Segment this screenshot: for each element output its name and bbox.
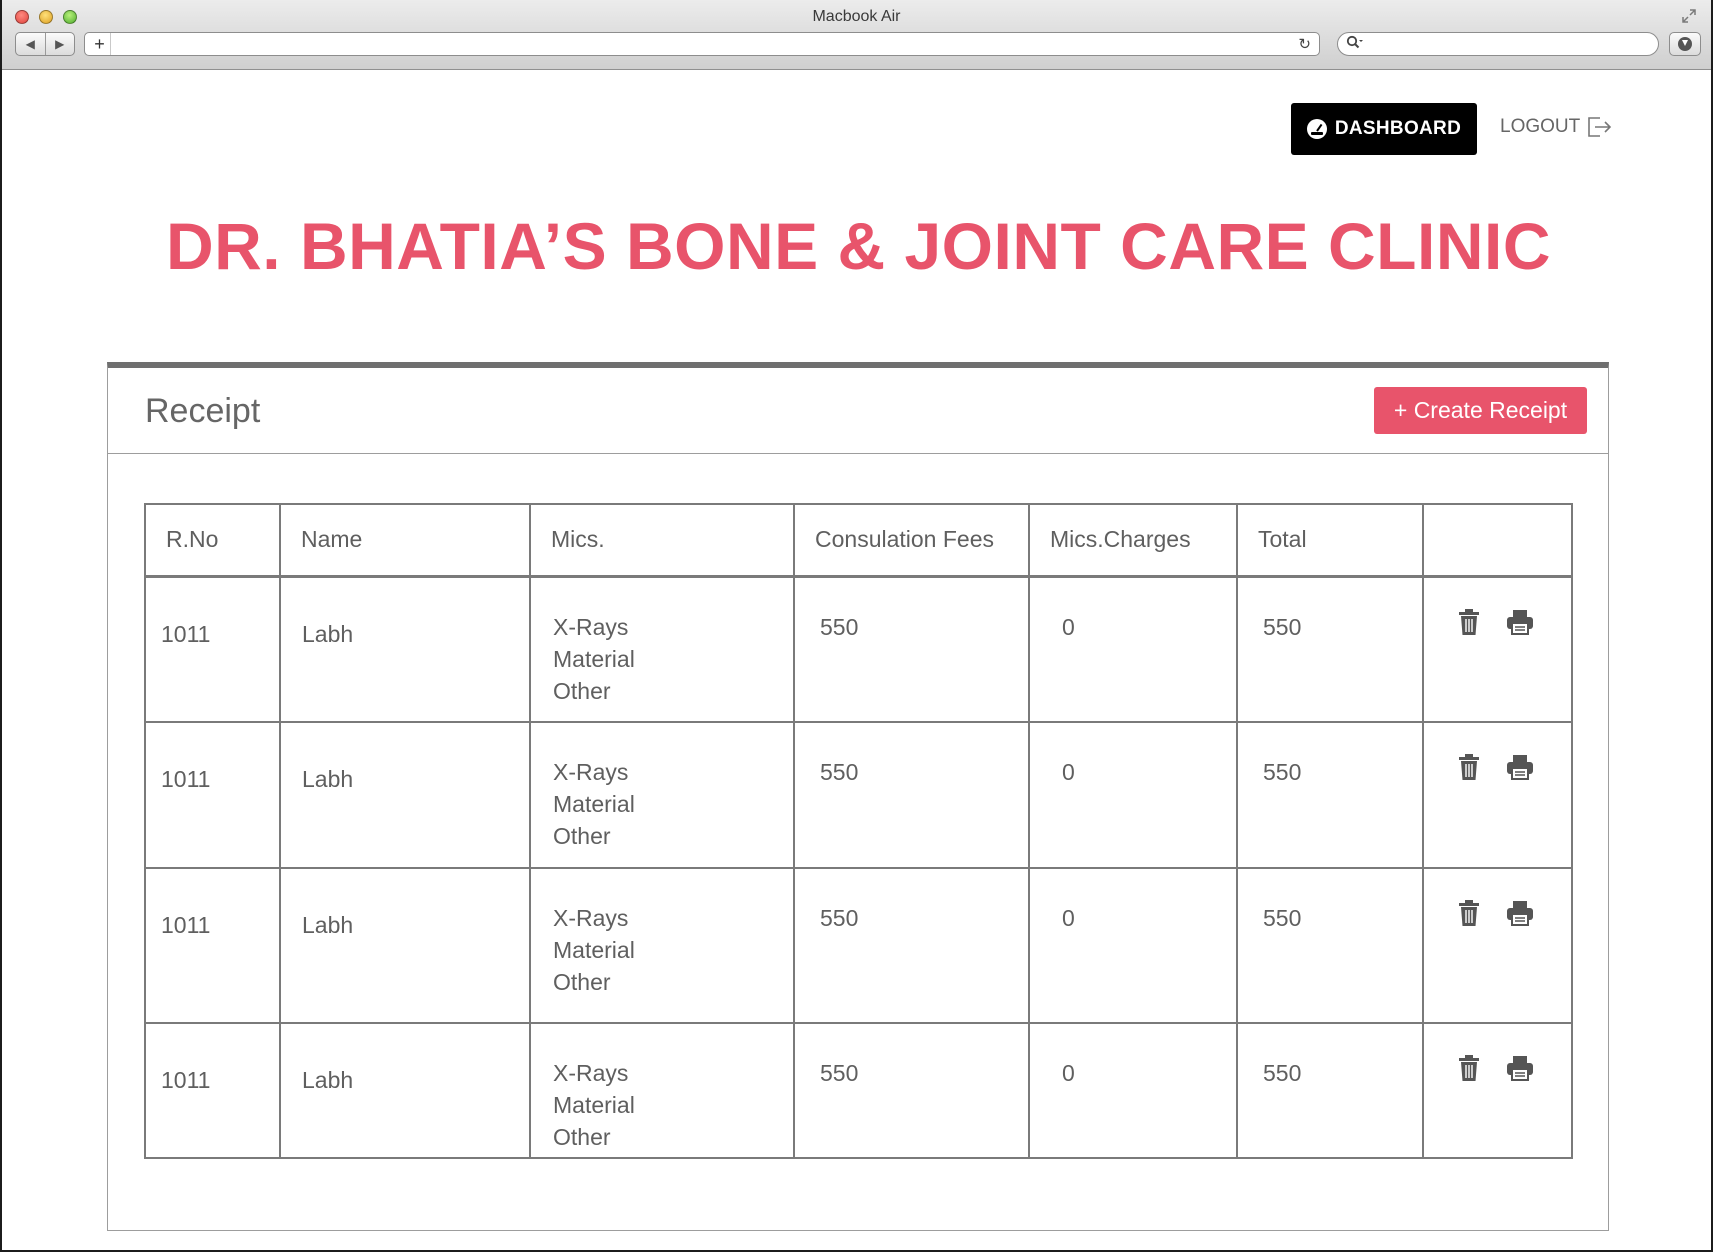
table-row: [145, 576, 1572, 722]
printer-icon[interactable]: [1506, 753, 1532, 781]
printer-icon[interactable]: [1506, 899, 1532, 927]
cell-actions: [1423, 1023, 1572, 1158]
column-header-total: Total: [1237, 504, 1423, 576]
cell-mics: [530, 722, 794, 868]
fullscreen-icon[interactable]: [1681, 8, 1697, 24]
printer-icon[interactable]: [1506, 608, 1532, 636]
mics-item: X-Rays: [553, 905, 629, 931]
cell-name: Labh: [280, 576, 530, 722]
printer-icon[interactable]: [1506, 1054, 1532, 1082]
mics-item: Material: [553, 1092, 635, 1118]
new-tab-plus-icon[interactable]: +: [89, 33, 111, 55]
logout-icon: [1586, 116, 1612, 138]
browser-toolbar: [2, 0, 1711, 70]
cell-mics-charges: 0: [1029, 1023, 1237, 1158]
receipt-panel-header: [108, 368, 1608, 454]
column-header-name: Name: [280, 504, 530, 576]
logout-link[interactable]: [1500, 116, 1612, 138]
history-nav: [15, 32, 75, 56]
receipts-table: [144, 503, 1573, 1159]
back-button[interactable]: ◀: [16, 33, 46, 55]
mics-item: Other: [553, 969, 611, 995]
cell-name: Labh: [280, 722, 530, 868]
receipt-panel: [107, 362, 1609, 1231]
logout-label: LOGOUT: [1500, 116, 1581, 137]
table-header-row: [145, 504, 1572, 576]
clinic-title: DR. BHATIA’S BONE & JOINT CARE CLINIC: [165, 209, 1551, 283]
cell-rno: 1011: [145, 868, 280, 1023]
search-icon: [1346, 35, 1364, 52]
forward-button[interactable]: ▶: [55, 37, 65, 51]
mics-item: Material: [553, 645, 635, 672]
cell-actions: [1423, 868, 1572, 1023]
mics-item: X-Rays: [553, 759, 629, 785]
table-row: [145, 868, 1572, 1023]
dashboard-label: DASHBOARD: [1334, 118, 1462, 139]
cell-mics: [530, 1023, 794, 1158]
trash-icon[interactable]: [1458, 1054, 1484, 1082]
cell-total: 550: [1237, 722, 1423, 868]
cell-rno: 1011: [145, 576, 280, 722]
dashboard-button[interactable]: [1291, 103, 1477, 155]
cell-actions: [1423, 576, 1572, 722]
column-header-actions: [1423, 504, 1572, 576]
mics-item: X-Rays: [553, 1060, 629, 1086]
mics-item: Other: [553, 677, 611, 704]
cell-consultation-fees: 550: [794, 868, 1029, 1023]
mics-item: Other: [553, 823, 611, 849]
dashboard-gauge-icon: [1307, 119, 1327, 139]
column-header-rno: R.No: [145, 504, 280, 576]
cell-mics-charges: 0: [1029, 868, 1237, 1023]
mics-item: Other: [553, 1124, 611, 1150]
cell-mics: [530, 576, 794, 722]
cell-total: 550: [1237, 1023, 1423, 1158]
reload-icon[interactable]: ↻: [1298, 36, 1311, 53]
download-icon: [1678, 37, 1692, 51]
cell-consultation-fees: 550: [794, 1023, 1029, 1158]
cell-total: 550: [1237, 576, 1423, 722]
receipt-title: Receipt: [145, 392, 261, 430]
cell-rno: 1011: [145, 722, 280, 868]
table-row: [145, 722, 1572, 868]
column-header-mics: Mics.: [530, 504, 794, 576]
trash-icon[interactable]: [1458, 608, 1484, 636]
cell-rno: 1011: [145, 1023, 280, 1158]
mics-item: Material: [553, 791, 635, 817]
cell-consultation-fees: 550: [794, 576, 1029, 722]
mics-item: Material: [553, 937, 635, 963]
cell-name: Labh: [280, 1023, 530, 1158]
window-title: Macbook Air: [812, 8, 901, 25]
trash-icon[interactable]: [1458, 899, 1484, 927]
address-bar[interactable]: [84, 32, 1320, 56]
cell-mics-charges: 0: [1029, 576, 1237, 722]
trash-icon[interactable]: [1458, 753, 1484, 781]
cell-mics: [530, 868, 794, 1023]
search-bar[interactable]: [1337, 32, 1659, 56]
column-header-consultation-fees: Consulation Fees: [794, 504, 1029, 576]
cell-mics-charges: 0: [1029, 722, 1237, 868]
mics-item: X-Rays: [553, 613, 629, 640]
cell-actions: [1423, 722, 1572, 868]
create-receipt-button[interactable]: + Create Receipt: [1374, 387, 1587, 434]
downloads-button[interactable]: [1669, 32, 1701, 56]
cell-name: Labh: [280, 868, 530, 1023]
cell-consultation-fees: 550: [794, 722, 1029, 868]
table-row: [145, 1023, 1572, 1158]
cell-total: 550: [1237, 868, 1423, 1023]
column-header-mics-charges: Mics.Charges: [1029, 504, 1237, 576]
